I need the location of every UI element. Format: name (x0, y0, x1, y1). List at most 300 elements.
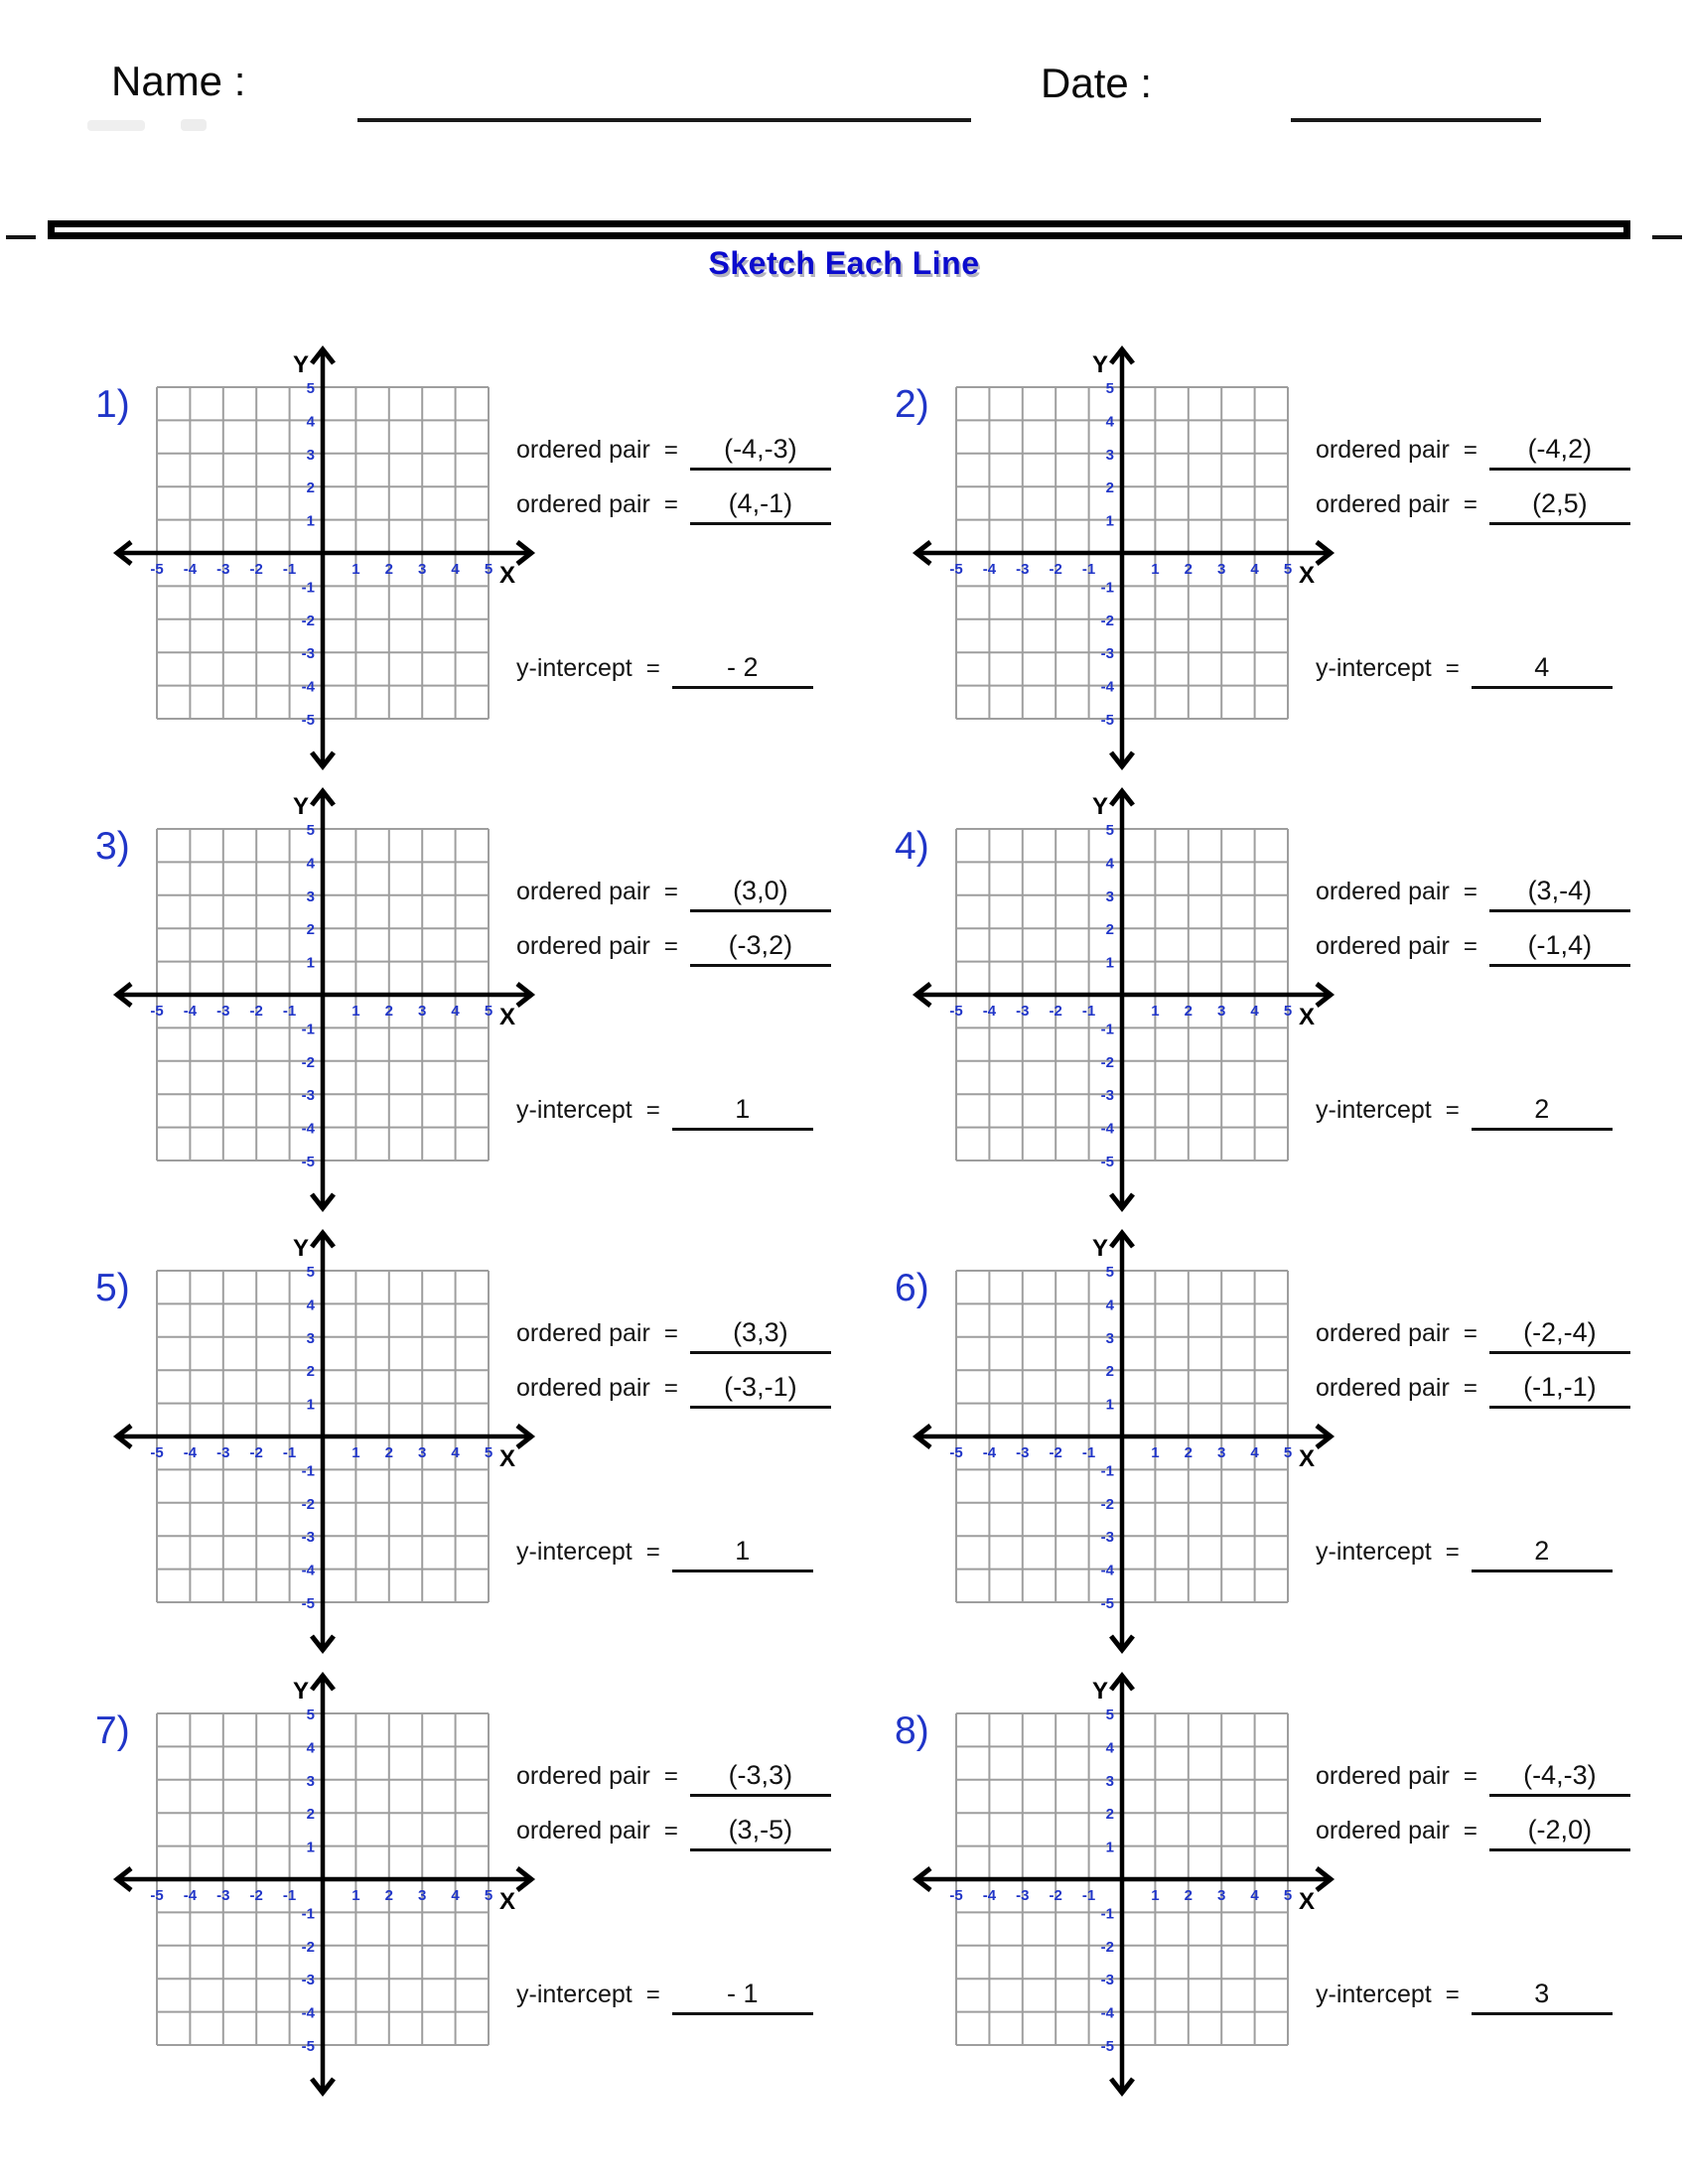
y-tick-label: 3 (306, 446, 315, 464)
y-tick-label: 5 (1105, 822, 1114, 839)
y-tick-label: -3 (301, 645, 315, 663)
y-tick-label: -3 (1100, 645, 1114, 663)
answer-value: (-4,-3) (724, 434, 797, 464)
y-tick-label: 4 (306, 413, 315, 431)
coordinate-grid (99, 1664, 546, 2108)
answer-value: 2 (1534, 1094, 1550, 1124)
y-tick-label: 5 (1105, 380, 1114, 397)
x-tick-label: 3 (1217, 561, 1226, 578)
y-tick-label: -4 (1100, 678, 1114, 696)
equals-sign: = (663, 879, 678, 905)
y-tick-label: -2 (1100, 612, 1114, 629)
y-axis-label: Y (292, 351, 309, 378)
answer-value: 2 (1534, 1536, 1550, 1566)
y-tick-label: 4 (306, 1739, 315, 1757)
problem-block-7 (60, 1664, 864, 2108)
x-tick-label: 3 (1217, 1003, 1226, 1020)
x-tick-label: 2 (1184, 561, 1193, 578)
y-tick-label: 1 (306, 954, 315, 972)
x-tick-label: 5 (484, 1887, 493, 1904)
ordered-pair-label: ordered pair (516, 932, 650, 960)
x-tick-label: 5 (1283, 561, 1293, 578)
faint-watermark (87, 120, 145, 131)
ordered-pair-answer-1 (690, 1317, 831, 1354)
x-tick-label: -2 (249, 1003, 263, 1020)
x-tick-label: 1 (352, 1003, 360, 1020)
x-tick-label: -1 (1081, 561, 1096, 578)
y-intercept-label: y-intercept (516, 1096, 633, 1124)
x-tick-label: -3 (216, 1003, 230, 1020)
y-intercept-label: y-intercept (516, 1980, 633, 2008)
x-tick-label: -5 (949, 1444, 963, 1461)
x-tick-label: 4 (451, 1003, 460, 1020)
ordered-pair-label: ordered pair (1316, 436, 1450, 464)
y-tick-label: 2 (306, 1806, 315, 1824)
equals-sign: = (1463, 1818, 1477, 1844)
x-tick-label: 2 (1184, 1887, 1193, 1904)
y-tick-label: 4 (1105, 1297, 1114, 1314)
problem-number: 1) (95, 383, 130, 426)
equals-sign: = (645, 1981, 660, 2008)
y-tick-label: 4 (1105, 1739, 1114, 1757)
ordered-pair-answer-2 (1489, 488, 1630, 525)
problem-block-5 (60, 1221, 864, 1665)
ordered-pair-label: ordered pair (1316, 1762, 1450, 1790)
problem-number: 8) (895, 1709, 929, 1752)
x-tick-label: -4 (982, 1444, 997, 1461)
ordered-pair-row-1 (516, 434, 831, 471)
equals-sign: = (645, 1097, 660, 1124)
ordered-pair-label: ordered pair (1316, 1374, 1450, 1402)
x-tick-label: -4 (982, 561, 997, 578)
y-tick-label: -4 (301, 1562, 315, 1579)
name-blank-line (357, 118, 971, 122)
y-axis-label: Y (1091, 793, 1108, 820)
x-tick-label: -3 (1016, 561, 1030, 578)
x-tick-label: -3 (216, 561, 230, 578)
y-tick-label: -2 (1100, 1053, 1114, 1071)
x-tick-label: 5 (484, 1003, 493, 1020)
y-tick-label: -5 (301, 712, 315, 729)
y-tick-label: -2 (301, 1938, 315, 1956)
y-tick-label: -3 (301, 1529, 315, 1547)
x-axis-label: X (499, 562, 516, 589)
answer-value: (3,-5) (728, 1815, 793, 1844)
x-axis-label: X (1299, 1888, 1316, 1915)
x-tick-label: -1 (1081, 1887, 1096, 1904)
x-tick-label: -2 (249, 561, 263, 578)
x-tick-label: 3 (418, 561, 427, 578)
ordered-pair-label: ordered pair (1316, 1817, 1450, 1844)
y-tick-label: -1 (1100, 579, 1114, 597)
x-tick-label: 4 (451, 1444, 460, 1461)
y-tick-label: -2 (301, 612, 315, 629)
answer-value: (3,3) (733, 1317, 788, 1347)
y-intercept-answer (672, 1536, 813, 1572)
ordered-pair-row-2 (1316, 488, 1630, 525)
y-tick-label: -4 (301, 678, 315, 696)
x-tick-label: -5 (949, 561, 963, 578)
y-tick-label: 3 (1105, 887, 1114, 905)
y-tick-label: 2 (306, 921, 315, 939)
x-tick-label: 3 (1217, 1444, 1226, 1461)
y-tick-label: 1 (1105, 1839, 1114, 1856)
coordinate-grid (99, 779, 546, 1223)
ordered-pair-label: ordered pair (516, 436, 650, 464)
x-tick-label: -2 (1049, 561, 1062, 578)
ordered-pair-row-2 (1316, 930, 1630, 967)
ordered-pair-row-2 (1316, 1815, 1630, 1851)
x-tick-label: 2 (1184, 1003, 1193, 1020)
equals-sign: = (1463, 1375, 1477, 1402)
x-tick-label: -2 (1049, 1444, 1062, 1461)
y-tick-label: 5 (306, 1264, 315, 1281)
x-tick-label: 1 (1151, 1003, 1160, 1020)
y-tick-label: -1 (301, 1462, 315, 1480)
y-tick-label: 5 (1105, 1264, 1114, 1281)
y-tick-label: 4 (306, 1297, 315, 1314)
x-axis-label: X (1299, 1445, 1316, 1472)
ordered-pair-row-2 (1316, 1372, 1630, 1409)
y-intercept-row (1316, 652, 1613, 689)
x-tick-label: -3 (1016, 1444, 1030, 1461)
x-tick-label: 5 (1283, 1003, 1293, 1020)
y-tick-label: 3 (306, 1329, 315, 1347)
ordered-pair-row-1 (1316, 1317, 1630, 1354)
problem-number: 5) (95, 1267, 130, 1309)
y-tick-label: 3 (1105, 1329, 1114, 1347)
x-tick-label: -5 (949, 1003, 963, 1020)
date-label: Date : (1041, 60, 1153, 106)
x-tick-label: -5 (150, 1444, 164, 1461)
x-tick-label: 5 (484, 1444, 493, 1461)
x-tick-label: 5 (484, 561, 493, 578)
ordered-pair-answer-2 (690, 930, 831, 967)
y-tick-label: 1 (306, 512, 315, 530)
y-intercept-label: y-intercept (1316, 1538, 1432, 1566)
ordered-pair-answer-1 (690, 1760, 831, 1797)
answer-value: (-2,0) (1527, 1815, 1593, 1844)
problem-number: 6) (895, 1267, 929, 1309)
y-tick-label: -5 (1100, 1154, 1114, 1170)
equals-sign: = (663, 933, 678, 960)
y-tick-label: 3 (306, 1772, 315, 1790)
equals-sign: = (663, 1763, 678, 1790)
ordered-pair-label: ordered pair (1316, 490, 1450, 518)
answer-value: - 1 (726, 1979, 759, 2008)
y-intercept-row (1316, 1094, 1613, 1131)
problem-number: 4) (895, 825, 929, 868)
y-tick-label: -3 (301, 1087, 315, 1105)
y-tick-label: -3 (1100, 1529, 1114, 1547)
problem-block-8 (859, 1664, 1663, 2108)
x-tick-label: -4 (982, 1887, 997, 1904)
y-tick-label: -4 (1100, 1120, 1114, 1138)
ordered-pair-row-2 (516, 1815, 831, 1851)
ordered-pair-answer-1 (1489, 876, 1630, 912)
problem-block-6 (859, 1221, 1663, 1665)
answer-value: 3 (1534, 1979, 1550, 2008)
problem-block-4 (859, 779, 1663, 1223)
ordered-pair-row-1 (516, 1317, 831, 1354)
y-intercept-label: y-intercept (1316, 654, 1432, 682)
answer-value: (-2,-4) (1523, 1317, 1597, 1347)
ordered-pair-answer-2 (690, 1815, 831, 1851)
x-tick-label: 2 (384, 1003, 393, 1020)
ordered-pair-row-1 (516, 1760, 831, 1797)
ordered-pair-answer-1 (690, 876, 831, 912)
y-tick-label: 5 (306, 380, 315, 397)
problem-number: 2) (895, 383, 929, 426)
ordered-pair-answer-2 (1489, 1815, 1630, 1851)
x-tick-label: -4 (183, 561, 198, 578)
x-axis-label: X (499, 1888, 516, 1915)
y-tick-label: -5 (301, 1154, 315, 1170)
y-tick-label: 3 (306, 887, 315, 905)
answer-value: (2,5) (1532, 488, 1588, 518)
y-tick-label: -2 (301, 1053, 315, 1071)
x-tick-label: 3 (418, 1444, 427, 1461)
problem-block-1 (60, 338, 864, 781)
ordered-pair-answer-2 (690, 1372, 831, 1409)
equals-sign: = (663, 1320, 678, 1347)
x-tick-label: -5 (150, 561, 164, 578)
ordered-pair-label: ordered pair (1316, 932, 1450, 960)
y-tick-label: -4 (301, 1120, 315, 1138)
date-blank-line (1291, 118, 1541, 122)
coordinate-grid (899, 1221, 1345, 1665)
x-tick-label: -4 (183, 1444, 198, 1461)
answer-value: (-3,2) (728, 930, 793, 960)
answer-value: 4 (1534, 652, 1550, 682)
y-tick-label: -1 (301, 579, 315, 597)
x-tick-label: 1 (1151, 561, 1160, 578)
ordered-pair-label: ordered pair (516, 878, 650, 905)
y-tick-label: -5 (301, 1595, 315, 1612)
ordered-pair-answer-2 (690, 488, 831, 525)
x-tick-label: -3 (1016, 1887, 1030, 1904)
x-tick-label: -4 (183, 1003, 198, 1020)
x-tick-label: -2 (1049, 1003, 1062, 1020)
equals-sign: = (1445, 655, 1460, 682)
y-tick-label: 2 (1105, 479, 1114, 497)
coordinate-grid (99, 1221, 546, 1665)
y-axis-label: Y (292, 1235, 309, 1262)
y-axis-label: Y (292, 793, 309, 820)
y-intercept-row (1316, 1979, 1613, 2015)
y-intercept-label: y-intercept (1316, 1980, 1432, 2008)
x-tick-label: 1 (1151, 1444, 1160, 1461)
y-intercept-label: y-intercept (516, 654, 633, 682)
equals-sign: = (1463, 491, 1477, 518)
y-tick-label: 3 (1105, 446, 1114, 464)
y-tick-label: -1 (1100, 1462, 1114, 1480)
x-tick-label: -1 (1081, 1003, 1096, 1020)
ordered-pair-row-2 (516, 488, 831, 525)
y-intercept-row (1316, 1536, 1613, 1572)
problem-block-2 (859, 338, 1663, 781)
y-tick-label: -4 (1100, 1562, 1114, 1579)
x-tick-label: -3 (216, 1444, 230, 1461)
y-tick-label: -5 (1100, 712, 1114, 729)
x-tick-label: 2 (1184, 1444, 1193, 1461)
y-tick-label: -5 (1100, 2038, 1114, 2055)
x-tick-label: 4 (451, 1887, 460, 1904)
ordered-pair-row-2 (516, 1372, 831, 1409)
x-tick-label: 5 (1283, 1887, 1293, 1904)
x-axis-label: X (499, 1004, 516, 1030)
coordinate-grid (899, 779, 1345, 1223)
answer-value: - 2 (726, 652, 759, 682)
x-tick-label: -2 (1049, 1887, 1062, 1904)
x-tick-label: 5 (1283, 1444, 1293, 1461)
y-tick-label: -3 (1100, 1087, 1114, 1105)
equals-sign: = (663, 437, 678, 464)
y-tick-label: 4 (306, 855, 315, 873)
x-tick-label: -3 (1016, 1003, 1030, 1020)
ordered-pair-label: ordered pair (516, 1762, 650, 1790)
x-tick-label: -4 (982, 1003, 997, 1020)
x-axis-label: X (499, 1445, 516, 1472)
problem-number: 3) (95, 825, 130, 868)
ordered-pair-row-1 (516, 876, 831, 912)
equals-sign: = (645, 1539, 660, 1566)
y-tick-label: 5 (306, 1706, 315, 1723)
equals-sign: = (1463, 1763, 1477, 1790)
equals-sign: = (1463, 437, 1477, 464)
y-intercept-answer (672, 1979, 813, 2015)
ordered-pair-row-1 (1316, 876, 1630, 912)
name-label: Name : (111, 58, 246, 104)
y-tick-label: 3 (1105, 1772, 1114, 1790)
y-intercept-answer (1472, 1094, 1613, 1131)
y-tick-label: -1 (301, 1021, 315, 1038)
y-intercept-answer (1472, 1536, 1613, 1572)
equals-sign: = (1463, 1320, 1477, 1347)
ordered-pair-label: ordered pair (1316, 1319, 1450, 1347)
y-intercept-row (516, 1979, 813, 2015)
ordered-pair-label: ordered pair (516, 1817, 650, 1844)
y-tick-label: 2 (1105, 1363, 1114, 1381)
x-tick-label: 4 (1250, 1444, 1259, 1461)
y-axis-label: Y (1091, 1235, 1108, 1262)
x-tick-label: 3 (1217, 1887, 1226, 1904)
y-tick-label: 2 (1105, 1806, 1114, 1824)
x-tick-label: -1 (282, 561, 297, 578)
answer-value: (-4,2) (1527, 434, 1593, 464)
x-axis-label: X (1299, 562, 1316, 589)
x-tick-label: -1 (282, 1003, 297, 1020)
x-tick-label: 3 (418, 1003, 427, 1020)
x-tick-label: 2 (384, 1887, 393, 1904)
page-title: Sketch Each Line (708, 245, 980, 281)
separator-double-rule (48, 220, 1630, 239)
y-tick-label: 1 (1105, 1396, 1114, 1414)
y-tick-label: 2 (306, 1363, 315, 1381)
y-tick-label: 4 (1105, 855, 1114, 873)
y-intercept-row (516, 1094, 813, 1131)
y-tick-label: 2 (1105, 921, 1114, 939)
x-tick-label: -1 (282, 1444, 297, 1461)
equals-sign: = (663, 491, 678, 518)
ordered-pair-answer-1 (1489, 1760, 1630, 1797)
ordered-pair-label: ordered pair (1316, 878, 1450, 905)
answer-value: (-3,3) (728, 1760, 793, 1790)
ordered-pair-answer-2 (1489, 1372, 1630, 1409)
x-tick-label: -2 (249, 1444, 263, 1461)
x-tick-label: -5 (150, 1003, 164, 1020)
y-tick-label: -2 (1100, 1495, 1114, 1513)
y-tick-label: -5 (301, 2038, 315, 2055)
equals-sign: = (1463, 879, 1477, 905)
equals-sign: = (1445, 1097, 1460, 1124)
coordinate-grid (899, 1664, 1345, 2108)
x-tick-label: 4 (1250, 1003, 1259, 1020)
coordinate-grid (899, 338, 1345, 781)
y-axis-label: Y (1091, 1678, 1108, 1705)
ordered-pair-label: ordered pair (516, 490, 650, 518)
ordered-pair-answer-1 (1489, 434, 1630, 471)
x-tick-label: 4 (1250, 561, 1259, 578)
answer-value: 1 (735, 1094, 751, 1124)
equals-sign: = (1463, 933, 1477, 960)
ordered-pair-row-1 (1316, 434, 1630, 471)
y-tick-label: -3 (1100, 1972, 1114, 1989)
equals-sign: = (1445, 1539, 1460, 1566)
y-intercept-answer (1472, 1979, 1613, 2015)
faint-watermark (181, 119, 207, 131)
y-tick-label: -4 (301, 2004, 315, 2022)
y-intercept-answer (1472, 652, 1613, 689)
x-tick-label: -2 (249, 1887, 263, 1904)
y-intercept-label: y-intercept (516, 1538, 633, 1566)
x-tick-label: 1 (352, 561, 360, 578)
y-tick-label: -4 (1100, 2004, 1114, 2022)
x-tick-label: -3 (216, 1887, 230, 1904)
y-tick-label: 5 (1105, 1706, 1114, 1723)
y-tick-label: -1 (1100, 1905, 1114, 1923)
answer-value: (-1,-1) (1523, 1372, 1597, 1402)
x-tick-label: 2 (384, 1444, 393, 1461)
x-tick-label: -4 (183, 1887, 198, 1904)
x-tick-label: -1 (282, 1887, 297, 1904)
equals-sign: = (663, 1818, 678, 1844)
y-tick-label: 4 (1105, 413, 1114, 431)
x-tick-label: 4 (1250, 1887, 1259, 1904)
answer-value: (3,-4) (1527, 876, 1593, 905)
x-axis-label: X (1299, 1004, 1316, 1030)
ordered-pair-answer-1 (690, 434, 831, 471)
answer-value: 1 (735, 1536, 751, 1566)
y-tick-label: 5 (306, 822, 315, 839)
x-tick-label: -1 (1081, 1444, 1096, 1461)
y-tick-label: -2 (301, 1495, 315, 1513)
ordered-pair-answer-2 (1489, 930, 1630, 967)
y-tick-label: 1 (1105, 954, 1114, 972)
x-tick-label: -5 (949, 1887, 963, 1904)
y-axis-label: Y (1091, 351, 1108, 378)
y-tick-label: -3 (301, 1972, 315, 1989)
y-tick-label: -1 (1100, 1021, 1114, 1038)
ordered-pair-row-1 (1316, 1760, 1630, 1797)
ordered-pair-label: ordered pair (516, 1374, 650, 1402)
y-intercept-row (516, 1536, 813, 1572)
y-tick-label: 1 (306, 1839, 315, 1856)
y-tick-label: -2 (1100, 1938, 1114, 1956)
y-intercept-answer (672, 652, 813, 689)
ordered-pair-label: ordered pair (516, 1319, 650, 1347)
y-intercept-label: y-intercept (1316, 1096, 1432, 1124)
